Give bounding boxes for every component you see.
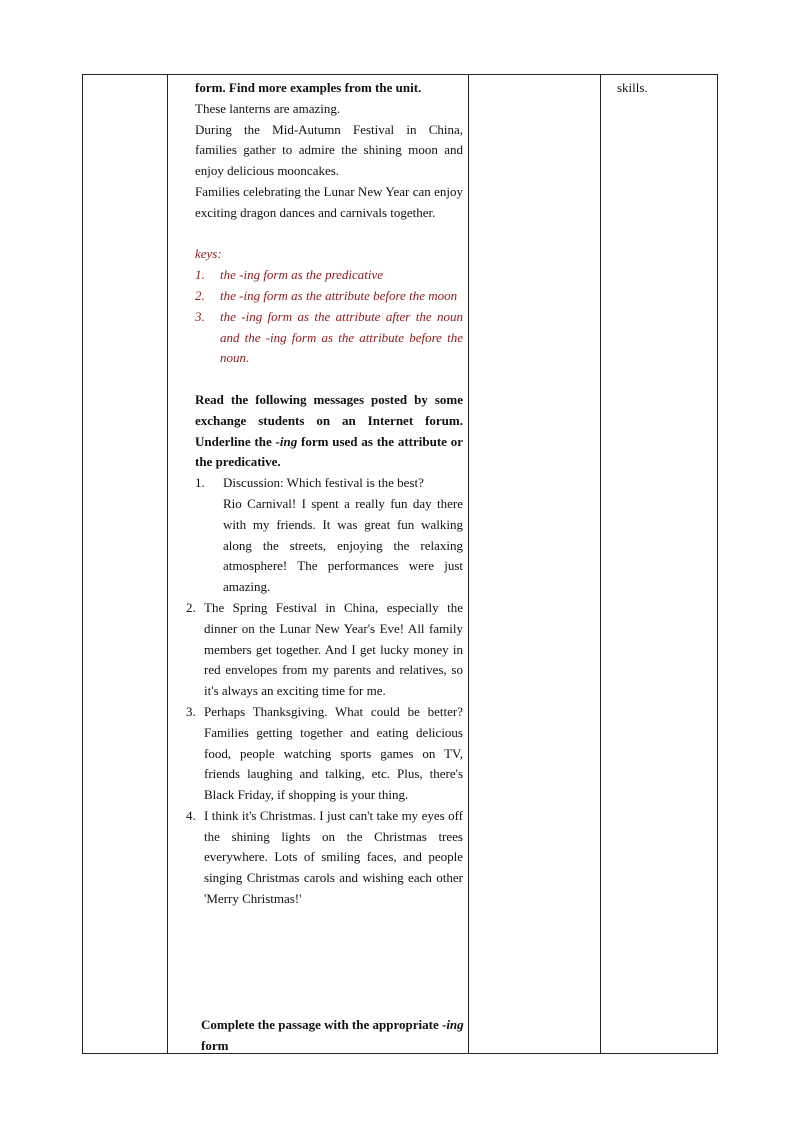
- forum-message: 4. I think it's Christmas. I just can't take my eyes off the shining lights on the Christmas trees everywhere. Lots of smiling faces, and people singing Christmas carols and wishing each other 'Merry Christmas!': [186, 807, 463, 907]
- forum-message: 2. The Spring Festival in China, especially the dinner on the Lunar New Year's Eve! All family members get together. And I get lucky money in red envelopes from my parents and relatives, so it's always an exciting time for me.: [186, 599, 463, 699]
- example-sentence: These lanterns are amazing.: [195, 100, 341, 116]
- forum-message: 3. Perhaps Thanksgiving. What could be better? Families getting together and eating delicious food, people watching sports games on TV, friends laughing and talking, etc. Plus, there's Black Friday, if shopping is your thing.: [186, 703, 463, 803]
- intro-heading: form. Find more examples from the unit.: [195, 80, 422, 95]
- skills-text: skills.: [617, 80, 648, 95]
- task-instruction: Complete the passage with the appropriate -ing form: [201, 1017, 464, 1053]
- example-sentence: During the Mid-Autumn Festival in China, families gather to admire the shining moon and enjoy delicious mooncakes.: [195, 121, 463, 179]
- key-item: 1. the -ing form as the predicative: [195, 267, 384, 283]
- task-instruction: Read the following messages posted by some exchange students on an Internet forum. Underline the -ing form used as the attribute or the predicative.: [195, 391, 463, 470]
- column-divider: [600, 74, 601, 1054]
- keys-label: keys:: [195, 246, 222, 262]
- skills-cell: [617, 78, 713, 99]
- column-divider: [468, 74, 469, 1054]
- key-item: 2. the -ing form as the attribute before the moon: [195, 287, 458, 303]
- example-sentence: Families celebrating the Lunar New Year can enjoy exciting dragon dances and carnivals together.: [195, 183, 463, 220]
- key-item: 3. the -ing form as the attribute after the noun and the -ing form as the attribute before the noun.: [195, 308, 463, 366]
- activity-cell: [186, 78, 463, 910]
- column-divider: [167, 74, 168, 1054]
- forum-message: 1. Discussion: Which festival is the best? Rio Carnival! I spent a really fun day there with my friends. It was great fun walking along the streets, enjoying the relaxing atmosphere! The performances were just amazing.: [195, 475, 463, 595]
- keys-list: [195, 265, 463, 369]
